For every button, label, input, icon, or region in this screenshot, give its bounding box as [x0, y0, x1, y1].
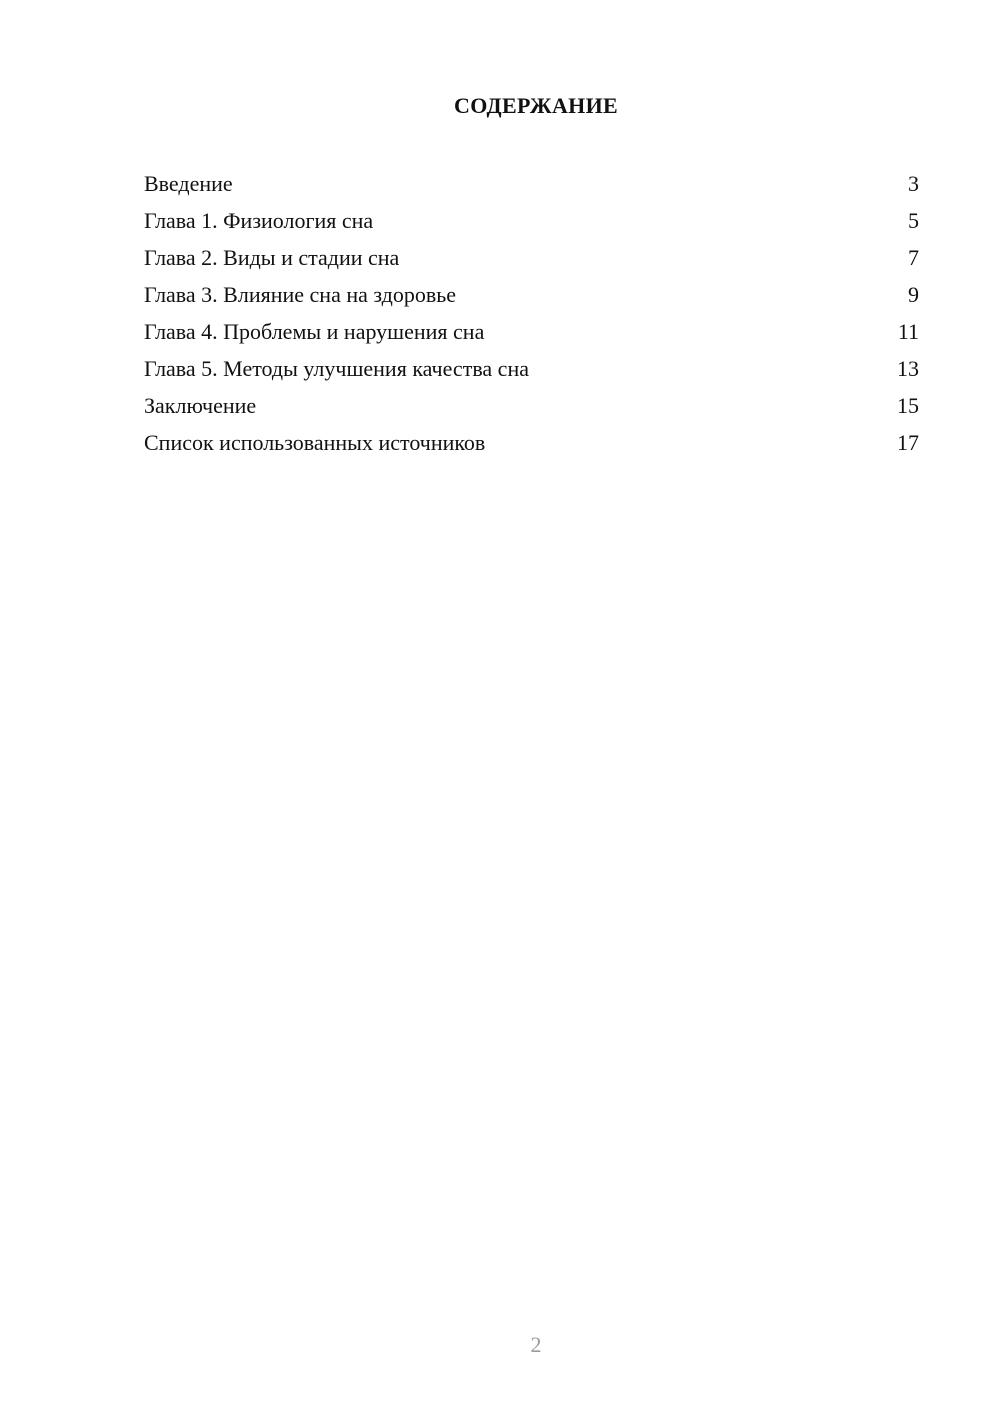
toc-entry-label: Заключение	[144, 393, 257, 418]
toc-entry-page: 9	[908, 282, 919, 307]
table-of-contents	[144, 169, 919, 465]
toc-entry-page: 11	[897, 319, 919, 344]
toc-entry-page: 7	[908, 245, 919, 270]
toc-entry-page: 3	[908, 171, 919, 196]
toc-entry-label: Глава 3. Влияние сна на здоровье	[144, 282, 457, 307]
page-title: СОДЕРЖАНИЕ	[454, 93, 618, 118]
toc-entry-page: 17	[897, 430, 919, 455]
toc-entry	[144, 428, 919, 465]
toc-entry	[144, 354, 919, 391]
toc-entry-label: Введение	[144, 171, 233, 196]
toc-entry-page: 13	[897, 356, 919, 381]
page-number: 2	[530, 1332, 542, 1357]
toc-entry-page: 5	[908, 208, 919, 233]
toc-entry	[144, 206, 919, 243]
toc-entry	[144, 169, 919, 206]
toc-entry	[144, 391, 919, 428]
toc-entry-label: Глава 2. Виды и стадии сна	[144, 245, 400, 270]
toc-entry-label: Список использованных источников	[144, 430, 486, 455]
toc-entry-label: Глава 4. Проблемы и нарушения сна	[144, 319, 485, 344]
toc-entry-label: Глава 1. Физиология сна	[144, 208, 374, 233]
toc-entry-label: Глава 5. Методы улучшения качества сна	[144, 356, 529, 381]
toc-entry	[144, 243, 919, 280]
toc-entry	[144, 280, 919, 317]
toc-entry-page: 15	[897, 393, 919, 418]
toc-entry	[144, 317, 919, 354]
